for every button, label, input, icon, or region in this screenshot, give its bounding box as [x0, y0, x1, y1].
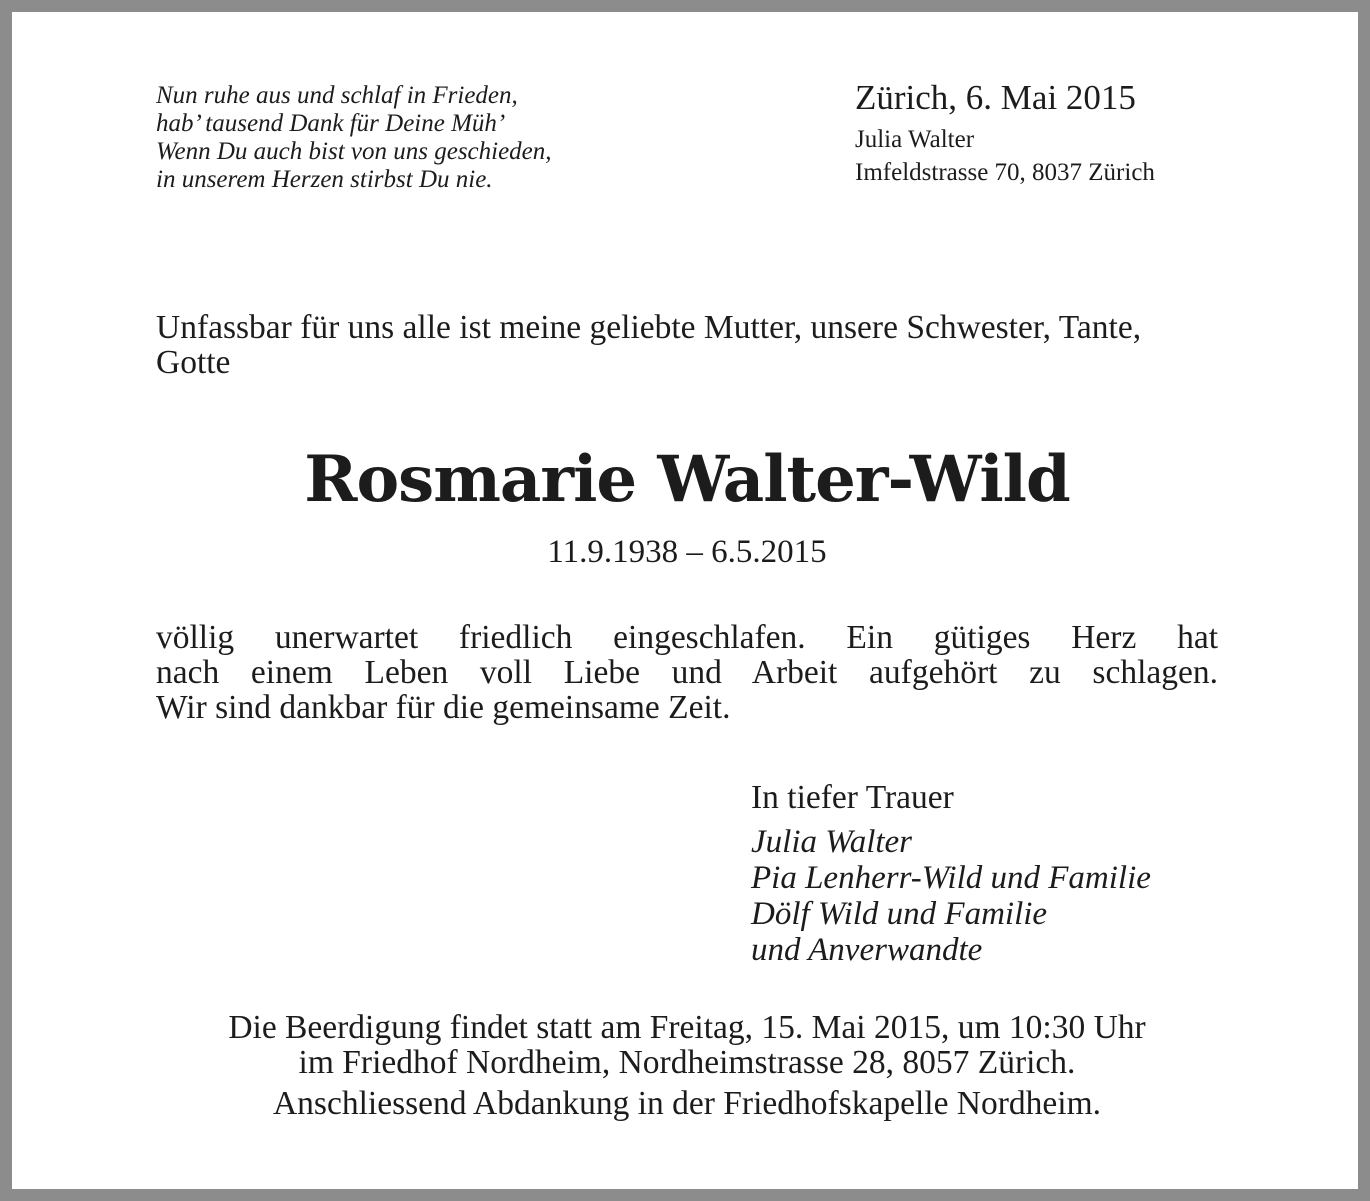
poem-line: Wenn Du auch bist von uns geschieden, — [156, 138, 552, 165]
mourner-name: und Anverwandte — [751, 932, 983, 968]
intro-text: Unfassbar für uns alle ist meine geliebte Mutter, unsere Schwester, Tante, Gotte — [156, 309, 1142, 381]
mourner-name: Pia Lenherr-Wild und Familie — [751, 860, 1151, 896]
body-line: völlig unerwartet friedlich eingeschlafen. Ein gütiges Herz hat — [156, 619, 1218, 656]
sender-name: Julia Walter — [855, 126, 975, 153]
funeral-details — [156, 1010, 1218, 1121]
poem-line: hab’ tausend Dank für Deine Müh’ — [156, 110, 506, 137]
funeral-line: Die Beerdigung findet statt am Freitag, 15. Mai 2015, um 10:30 Uhr — [228, 1009, 1146, 1046]
poem-verse — [156, 82, 676, 194]
mourners-list — [751, 824, 1151, 968]
funeral-line: Anschliessend Abdankung in der Friedhofskapelle Nordheim. — [272, 1085, 1102, 1122]
sender-address: Imfeldstrasse 70, 8037 Zürich — [855, 159, 1155, 186]
deceased-name: Rosmarie Walter-Wild — [304, 442, 1070, 517]
body-text — [156, 620, 1218, 725]
mourner-name: Dölf Wild und Familie — [751, 896, 1048, 932]
body-line: nach einem Leben voll Liebe und Arbeit aufgehört zu schlagen. — [156, 654, 1218, 691]
mourner-name: Julia Walter — [751, 824, 913, 860]
life-dates: 11.9.1938 – 6.5.2015 — [547, 534, 827, 570]
poem-line: in unserem Herzen stirbst Du nie. — [156, 166, 493, 193]
body-line: Wir sind dankbar für die gemeinsame Zeit. — [156, 689, 731, 726]
funeral-line: im Friedhof Nordheim, Nordheimstrasse 28, 8057 Zürich. — [298, 1044, 1076, 1081]
sender-address-block — [855, 123, 1155, 189]
place-date: Zürich, 6. Mai 2015 — [855, 78, 1136, 117]
poem-line: Nun ruhe aus und schlaf in Frieden, — [156, 82, 518, 109]
mourning-heading: In tiefer Trauer — [751, 779, 954, 816]
